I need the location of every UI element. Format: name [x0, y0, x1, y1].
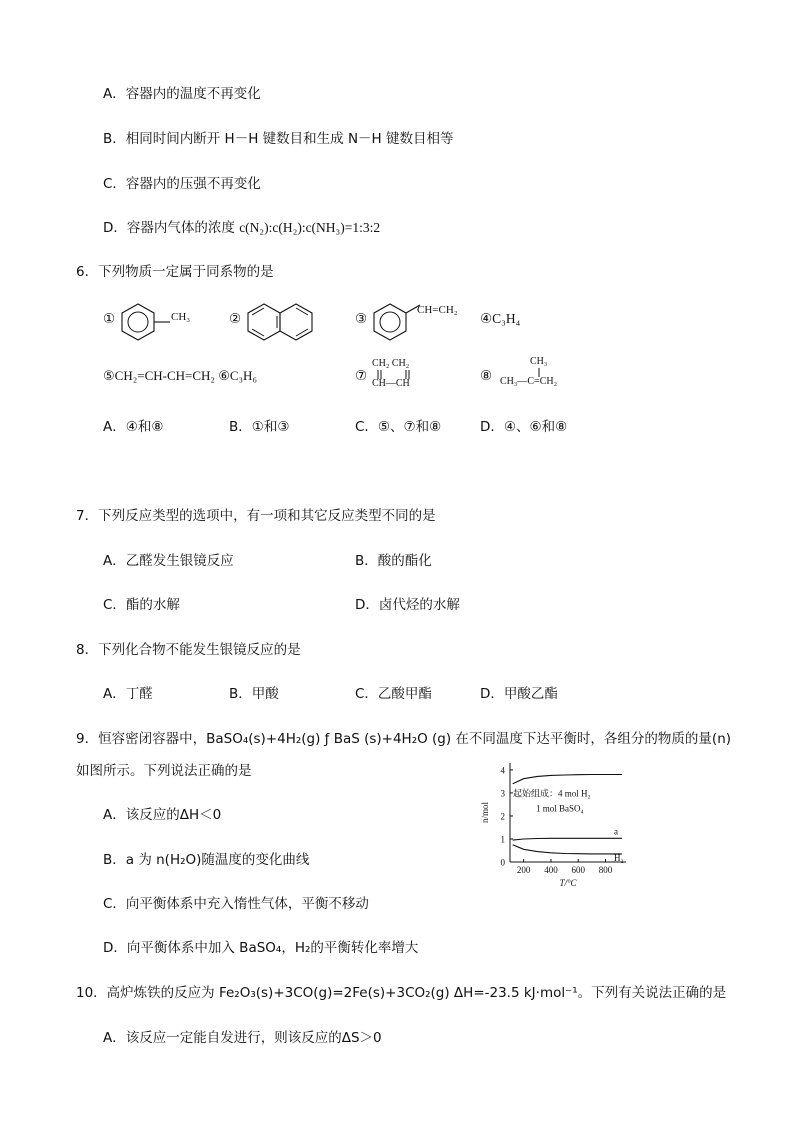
- q6-s8-bottom: CH₃—C=CH₂: [500, 376, 558, 387]
- q6-option-b: B．①和③: [229, 419, 290, 435]
- q8-option-d: D．甲酸乙酯: [480, 686, 558, 702]
- chart-annotation-line-2: 1 mol BaSO₄: [536, 803, 584, 814]
- q6-s7-number: ⑦: [355, 368, 368, 384]
- q5-option-b: B．相同时间内断开 H－H 键数目和生成 N－H 键数目相等: [103, 131, 454, 147]
- q6-s6: ⑥C₃H₆: [218, 368, 257, 383]
- chart-axes: [501, 763, 627, 875]
- chart-annotation-line-1: 起始组成：4 mol H₂: [513, 788, 591, 799]
- series-label: a: [614, 826, 618, 837]
- q10-stem: 10．高炉炼铁的反应为 Fe₂O₃(s)+3CO(g)=2Fe(s)+3CO₂(g) ΔH=-23.5 kJ·mol⁻¹。下列有关说法正确的是: [76, 985, 727, 1001]
- y-tick-label: 0: [500, 857, 505, 868]
- q6-option-a: A．④和⑧: [103, 419, 164, 435]
- q6-s1-number: ①: [103, 311, 116, 327]
- q6-s1-substituent: CH₃: [171, 311, 191, 323]
- x-tick-label: 200: [516, 865, 531, 875]
- series-line-3: [513, 845, 622, 854]
- q7-stem: 7．下列反应类型的选项中，有一项和其它反应类型不同的是: [76, 508, 436, 524]
- q6-s5-s6-row: [103, 368, 257, 384]
- series-label: H₂: [614, 852, 624, 863]
- q9-option-b: B．a 为 n(H₂O)随温度的变化曲线: [103, 852, 310, 868]
- y-tick-label: 1: [500, 834, 505, 845]
- naphthalene-icon: [244, 300, 324, 342]
- q6-stem: 6．下列物质一定属于同系物的是: [76, 264, 274, 280]
- q6-s7-bottom: CH—CH: [372, 378, 410, 389]
- q5-option-d-prefix: D．容器内气体的浓度: [103, 220, 240, 236]
- x-tick-label: 800: [598, 865, 613, 875]
- q7-option-b: B．酸的酯化: [355, 553, 432, 569]
- x-tick-label: 600: [571, 865, 585, 875]
- q6-s8-top: CH₃: [530, 356, 548, 367]
- q6-option-c: C．⑤、⑦和⑧: [355, 419, 442, 435]
- q6-s7-top: CH₂ CH₂: [372, 358, 410, 369]
- y-tick-label: 4: [500, 765, 505, 776]
- q9-option-c: C．向平衡体系中充入惰性气体，平衡不移动: [103, 896, 369, 912]
- series-line-1: [513, 775, 622, 784]
- q10-option-a: A．该反应一定能自发进行，则该反应的ΔS＞0: [103, 1030, 382, 1046]
- q6-s4: ④C₃H₄: [480, 311, 521, 326]
- q9-stem-line-2: 如图所示。下列说法正确的是: [76, 763, 252, 779]
- q6-s5: ⑤CH₂=CH-CH=CH₂: [103, 368, 215, 383]
- q5-option-a: A．容器内的温度不再变化: [103, 86, 261, 102]
- series-line-2: [513, 838, 622, 840]
- q6-option-d: D．④、⑥和⑧: [480, 419, 568, 435]
- y-tick-label: 2: [500, 811, 505, 822]
- q9-option-d: D．向平衡体系中加入 BaSO₄，H₂的平衡转化率增大: [103, 940, 419, 956]
- q5-option-d: [103, 216, 380, 236]
- q5-option-d-formula: c(N₂):c(H₂):c(NH₃)=1:3:2: [239, 220, 381, 235]
- q7-option-d: D．卤代烃的水解: [355, 597, 460, 613]
- x-axis-label: T/°C: [559, 878, 577, 888]
- y-axis-label: n/mol: [480, 801, 490, 824]
- benzene-ring-icon: [118, 300, 208, 342]
- q7-option-c: C．酯的水解: [103, 597, 180, 613]
- equilibrium-chart: [478, 755, 638, 890]
- q8-option-c: C．乙酸甲酯: [355, 686, 432, 702]
- x-tick-label: 400: [544, 865, 558, 875]
- q8-option-a: A．丁醛: [103, 686, 153, 702]
- q8-stem: 8．下列化合物不能发生银镜反应的是: [76, 642, 301, 658]
- q8-option-b: B．甲酸: [229, 686, 279, 702]
- q6-s3-substituent: CH=CH₂: [417, 304, 458, 316]
- q9-option-a: A．该反应的ΔH＜0: [103, 807, 222, 823]
- q6-s3-number: ③: [355, 311, 368, 327]
- q7-option-a: A．乙醛发生银镜反应: [103, 553, 234, 569]
- q9-stem-line-1: 9．恒容密闭容器中，BaSO₄(s)+4H₂(g) ƒ BaS (s)+4H₂O (g) 在不同温度下达平衡时，各组分的物质的量(n): [76, 731, 732, 747]
- y-tick-label: 3: [500, 788, 505, 799]
- q5-option-c: C．容器内的压强不再变化: [103, 176, 261, 192]
- q6-s8-number: ⑧: [480, 368, 493, 384]
- q6-s2-number: ②: [229, 311, 242, 327]
